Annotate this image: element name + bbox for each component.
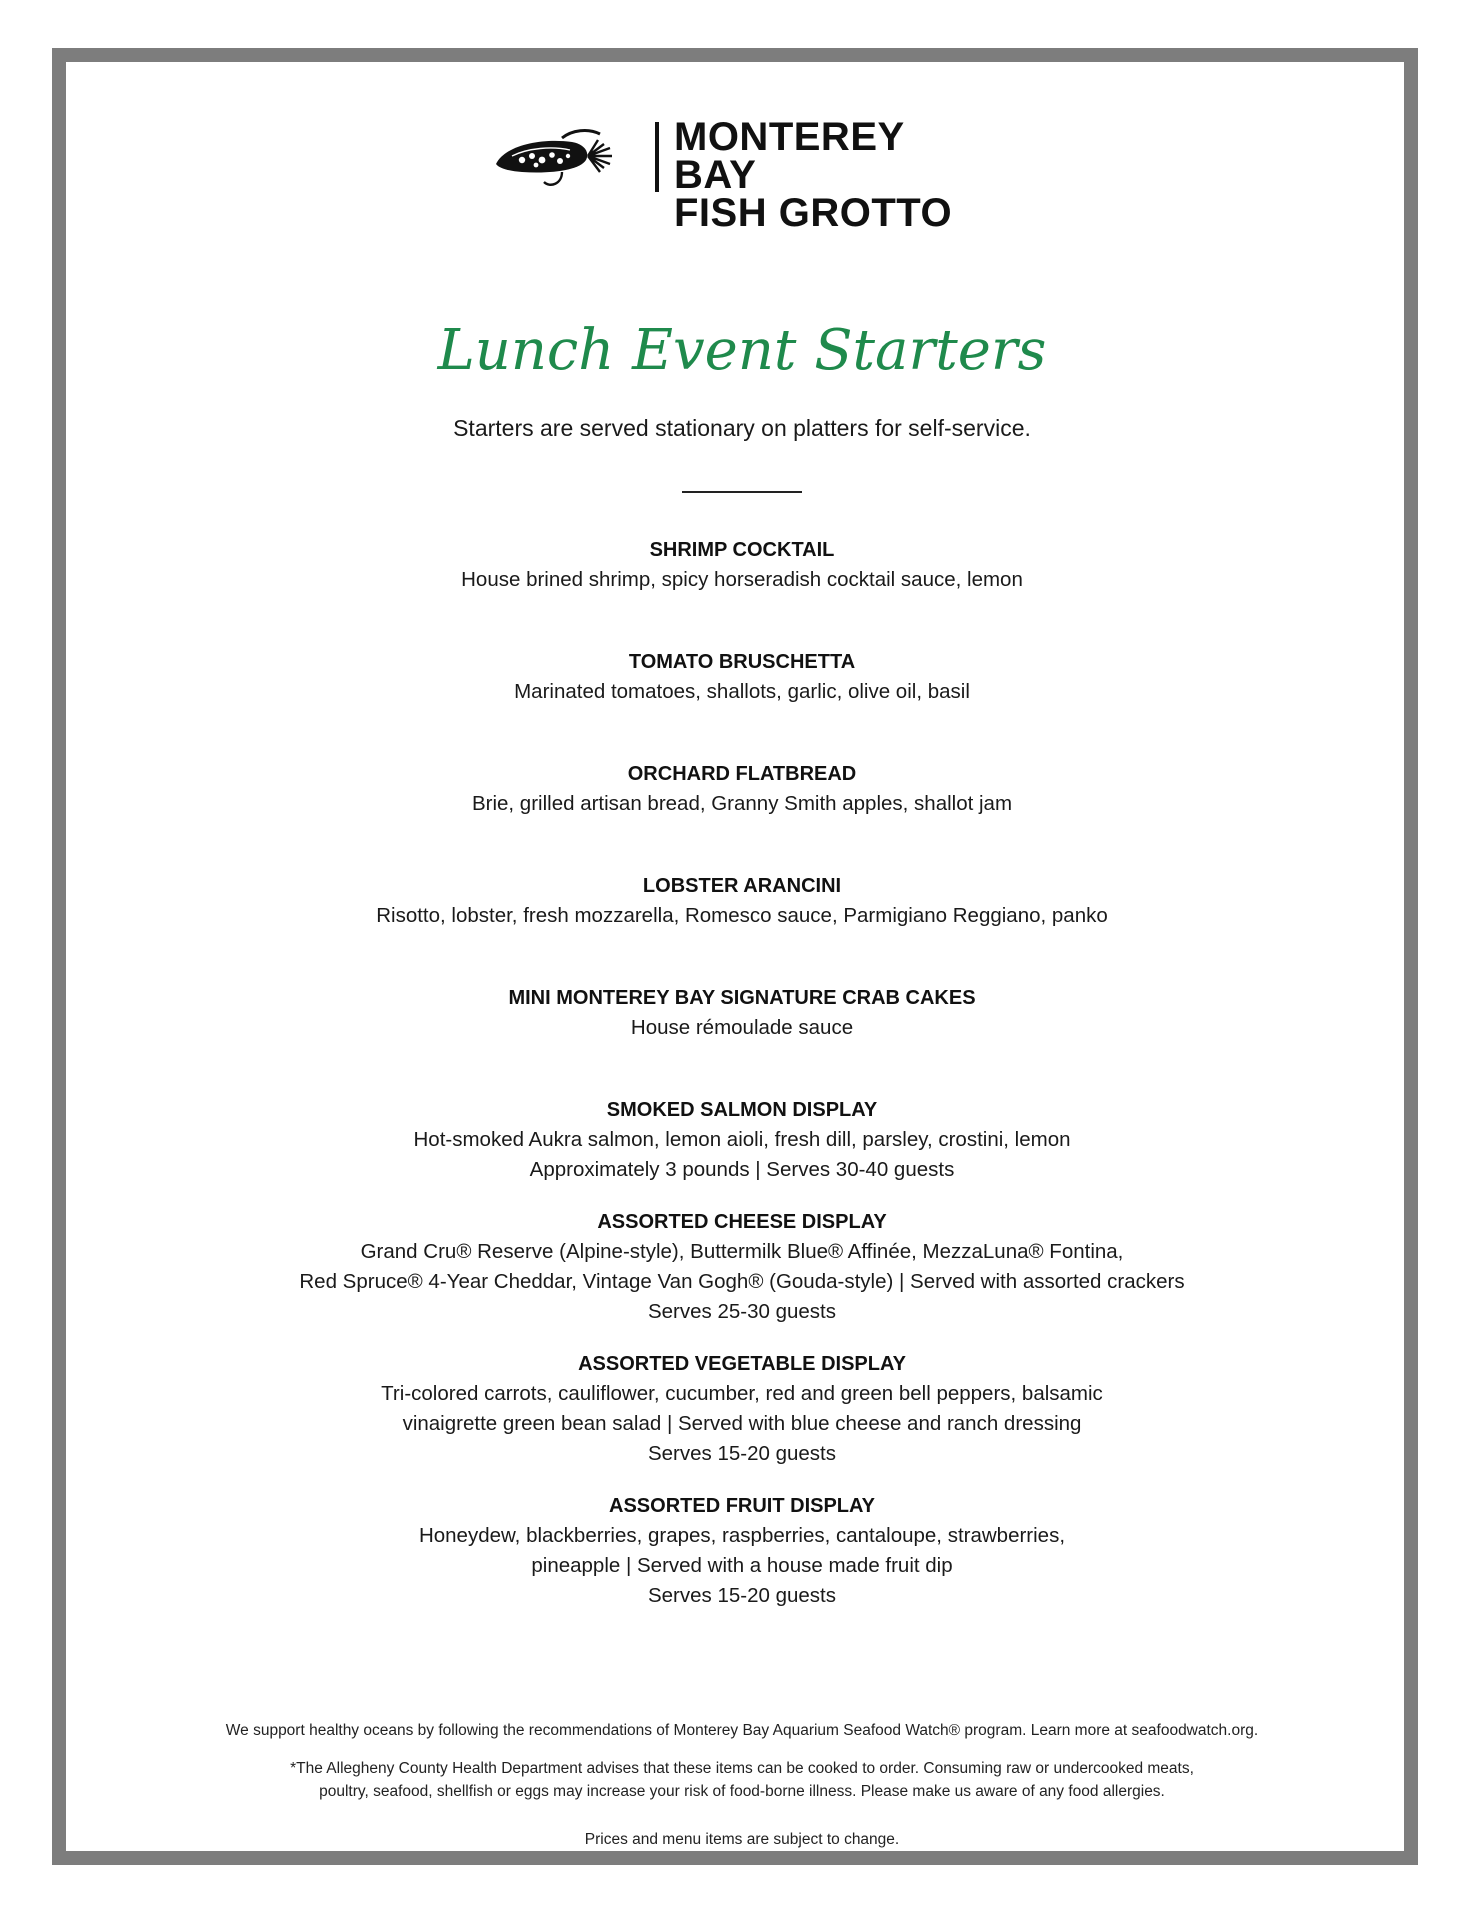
item-description: Grand Cru® Reserve (Alpine-style), Buttermilk Blue® Affinée, MezzaLuna® Fontina, <box>360 1240 1124 1263</box>
brand-line-1: MONTEREY BAY <box>674 115 904 197</box>
item-serving: Approximately 3 pounds | Serves 30-40 guests <box>529 1158 955 1181</box>
seafood-watch-note: We support healthy oceans by following the recommendations of Monterey Bay Aquarium Seafood Watch® program. Learn more at seafoodwatch.org. <box>225 1722 1259 1739</box>
menu-item-lobster-arancini <box>0 871 1484 931</box>
item-name: SMOKED SALMON DISPLAY <box>606 1099 878 1121</box>
item-name: TOMATO BRUSCHETTA <box>628 651 856 673</box>
menu-item-vegetable-display <box>0 1349 1484 1469</box>
menu-items <box>0 535 1484 1611</box>
item-description: Tri-colored carrots, cauliflower, cucumber, red and green bell peppers, balsamic <box>381 1382 1103 1405</box>
item-name: MINI MONTEREY BAY SIGNATURE CRAB CAKES <box>508 987 976 1009</box>
item-description: Marinated tomatoes, shallots, garlic, olive oil, basil <box>514 680 970 703</box>
menu-item-smoked-salmon <box>0 1095 1484 1185</box>
fishing-fly-icon <box>492 126 642 192</box>
item-description: vinaigrette green bean salad | Served with blue cheese and ranch dressing <box>402 1412 1082 1435</box>
item-description: Red Spruce® 4-Year Cheddar, Vintage Van Gogh® (Gouda-style) | Served with assorted crackers <box>299 1270 1185 1293</box>
item-description: Brie, grilled artisan bread, Granny Smith apples, shallot jam <box>471 792 1013 815</box>
page-subtitle: Starters are served stationary on platters for self-service. <box>453 415 1031 441</box>
brand-name <box>674 115 992 235</box>
item-name: LOBSTER ARANCINI <box>642 875 842 897</box>
item-name: ASSORTED CHEESE DISPLAY <box>597 1211 887 1233</box>
health-advisory-line-2: poultry, seafood, shellfish or eggs may increase your risk of food-borne illness. Please make us aware of any food allergies. <box>319 1783 1165 1800</box>
price-disclaimer: Prices and menu items are subject to change. <box>584 1831 900 1848</box>
item-serving: Serves 15-20 guests <box>647 1442 837 1465</box>
logo-divider <box>655 122 659 192</box>
item-name: SHRIMP COCKTAIL <box>649 539 835 561</box>
item-description: Risotto, lobster, fresh mozzarella, Romesco sauce, Parmigiano Reggiano, panko <box>376 904 1108 927</box>
item-name: ASSORTED VEGETABLE DISPLAY <box>578 1353 906 1375</box>
item-serving: Serves 25-30 guests <box>647 1300 837 1323</box>
menu-item-fruit-display <box>0 1491 1484 1611</box>
item-serving: Serves 15-20 guests <box>647 1584 837 1607</box>
item-name: ORCHARD FLATBREAD <box>627 763 857 785</box>
brand-line-2: FISH GROTTO <box>674 191 953 235</box>
title-divider <box>682 491 802 493</box>
item-name: ASSORTED FRUIT DISPLAY <box>609 1495 875 1517</box>
item-description: House brined shrimp, spicy horseradish cocktail sauce, lemon <box>461 568 1023 591</box>
health-advisory-line-1: *The Allegheny County Health Department advises that these items can be cooked to order. Consuming raw or undercooked meats, <box>290 1760 1194 1777</box>
page-title: Lunch Event Starters <box>437 318 1047 383</box>
menu-item-shrimp-cocktail <box>0 535 1484 595</box>
menu-item-orchard-flatbread <box>0 759 1484 819</box>
menu-item-tomato-bruschetta <box>0 647 1484 707</box>
menu-item-crab-cakes <box>0 983 1484 1043</box>
item-description: Hot-smoked Aukra salmon, lemon aioli, fresh dill, parsley, crostini, lemon <box>413 1128 1071 1151</box>
item-description: pineapple | Served with a house made fruit dip <box>531 1554 953 1577</box>
item-description: House rémoulade sauce <box>630 1016 854 1039</box>
menu-item-cheese-display <box>0 1207 1484 1327</box>
item-description: Honeydew, blackberries, grapes, raspberries, cantaloupe, strawberries, <box>418 1524 1066 1547</box>
restaurant-logo <box>492 115 992 235</box>
